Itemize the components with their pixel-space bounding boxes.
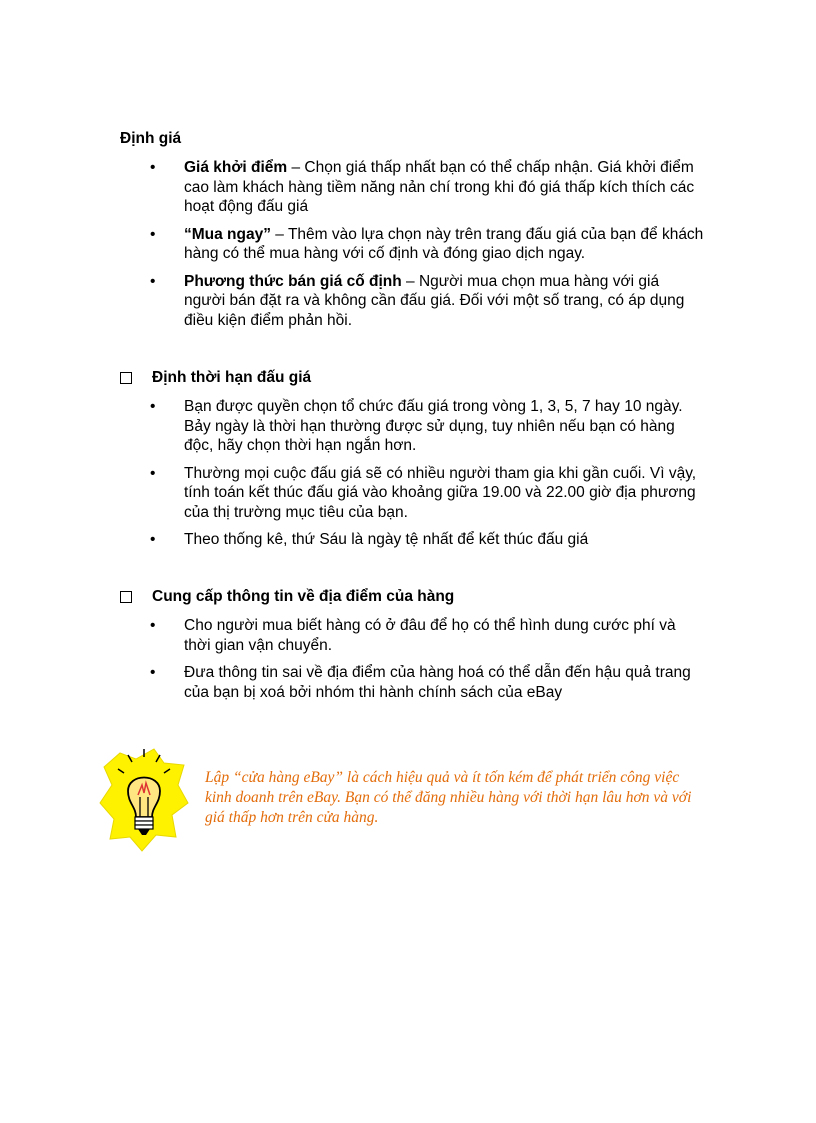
bullet-icon: • <box>150 464 156 482</box>
lightbulb-icon <box>98 745 190 855</box>
list-item <box>150 272 704 331</box>
list-item <box>150 464 704 523</box>
pricing-list <box>150 158 704 338</box>
item-term: Giá khởi điểm <box>184 159 288 176</box>
checkbox-square-icon <box>120 372 132 384</box>
bullet-icon: • <box>150 398 156 415</box>
section-heading-text: Định thời hạn đấu giá <box>152 369 312 386</box>
section-heading-duration <box>120 368 311 388</box>
item-term: “Mua ngay” <box>184 225 271 243</box>
section-heading-location <box>120 587 454 607</box>
item-text: Bạn được quyền chọn tổ chức đấu giá trong vòng 1, 3, 5, 7 hay 10 ngày. Bảy ngày là thời hạn thường được sử dụng, tuy nhiên nếu bạn có hàng độc, hãy chọn thời hạn ngắn hơn. <box>184 398 683 454</box>
duration-list <box>150 397 704 558</box>
item-text: Đưa thông tin sai về địa điểm của hàng hoá có thể dẫn đến hậu quả trang của bạn bị xoá bởi nhóm thi hành chính sách của eBay <box>184 664 691 701</box>
section-heading-text: Cung cấp thông tin về địa điểm của hàng <box>152 588 455 605</box>
list-item <box>150 225 704 264</box>
list-item <box>150 158 704 217</box>
item-text: Cho người mua biết hàng có ở đâu để họ có thể hình dung cước phí và thời gian vận chuyển. <box>184 617 676 654</box>
item-term: Phương thức bán giá cố định <box>184 272 402 290</box>
checkbox-square-icon <box>120 591 132 603</box>
bullet-icon: • <box>150 664 156 681</box>
bullet-icon: • <box>150 531 156 548</box>
list-item <box>150 663 704 702</box>
bullet-icon: • <box>150 272 156 290</box>
item-text: – Thêm vào lựa chọn này trên trang đấu giá của bạn để khách hàng có thể mua hàng với cố định và đóng giao dịch ngay. <box>184 225 704 262</box>
item-text: Thường mọi cuộc đấu giá sẽ có nhiều người tham gia khi gần cuối. Vì vậy, tính toán kết thúc đấu giá vào khoảng giữa 19.00 và 22.00 giờ địa phương của thị trường mục tiêu của bạn. <box>184 464 697 521</box>
tip-text: Lập “cửa hàng eBay” là cách hiệu quả và ít tốn kém để phát triển công việc kinh doanh trên eBay. Bạn có thể đăng nhiều hàng với thời hạn lâu hơn và với giá thấp hơn trên cửa hàng. <box>205 769 692 826</box>
bullet-icon: • <box>150 225 156 243</box>
bullet-icon: • <box>150 159 156 176</box>
location-list <box>150 616 704 710</box>
section-heading-pricing: Định giá <box>120 130 182 147</box>
item-text: – Chọn giá thấp nhất bạn có thể chấp nhận. Giá khởi điểm cao làm khách hàng tiềm năng nản chí trong khi đó giá thấp kích thích các hoạt động đấu giá <box>184 159 695 215</box>
item-text: – Người mua chọn mua hàng với giá người bán đặt ra và không cần đấu giá. Đối với một số trang, có áp dụng điều kiện điểm phản hồi. <box>184 272 685 329</box>
bullet-icon: • <box>150 617 156 634</box>
list-item <box>150 397 704 456</box>
item-text: Theo thống kê, thứ Sáu là ngày tệ nhất để kết thúc đấu giá <box>184 531 589 548</box>
list-item <box>150 530 704 550</box>
list-item <box>150 616 704 655</box>
